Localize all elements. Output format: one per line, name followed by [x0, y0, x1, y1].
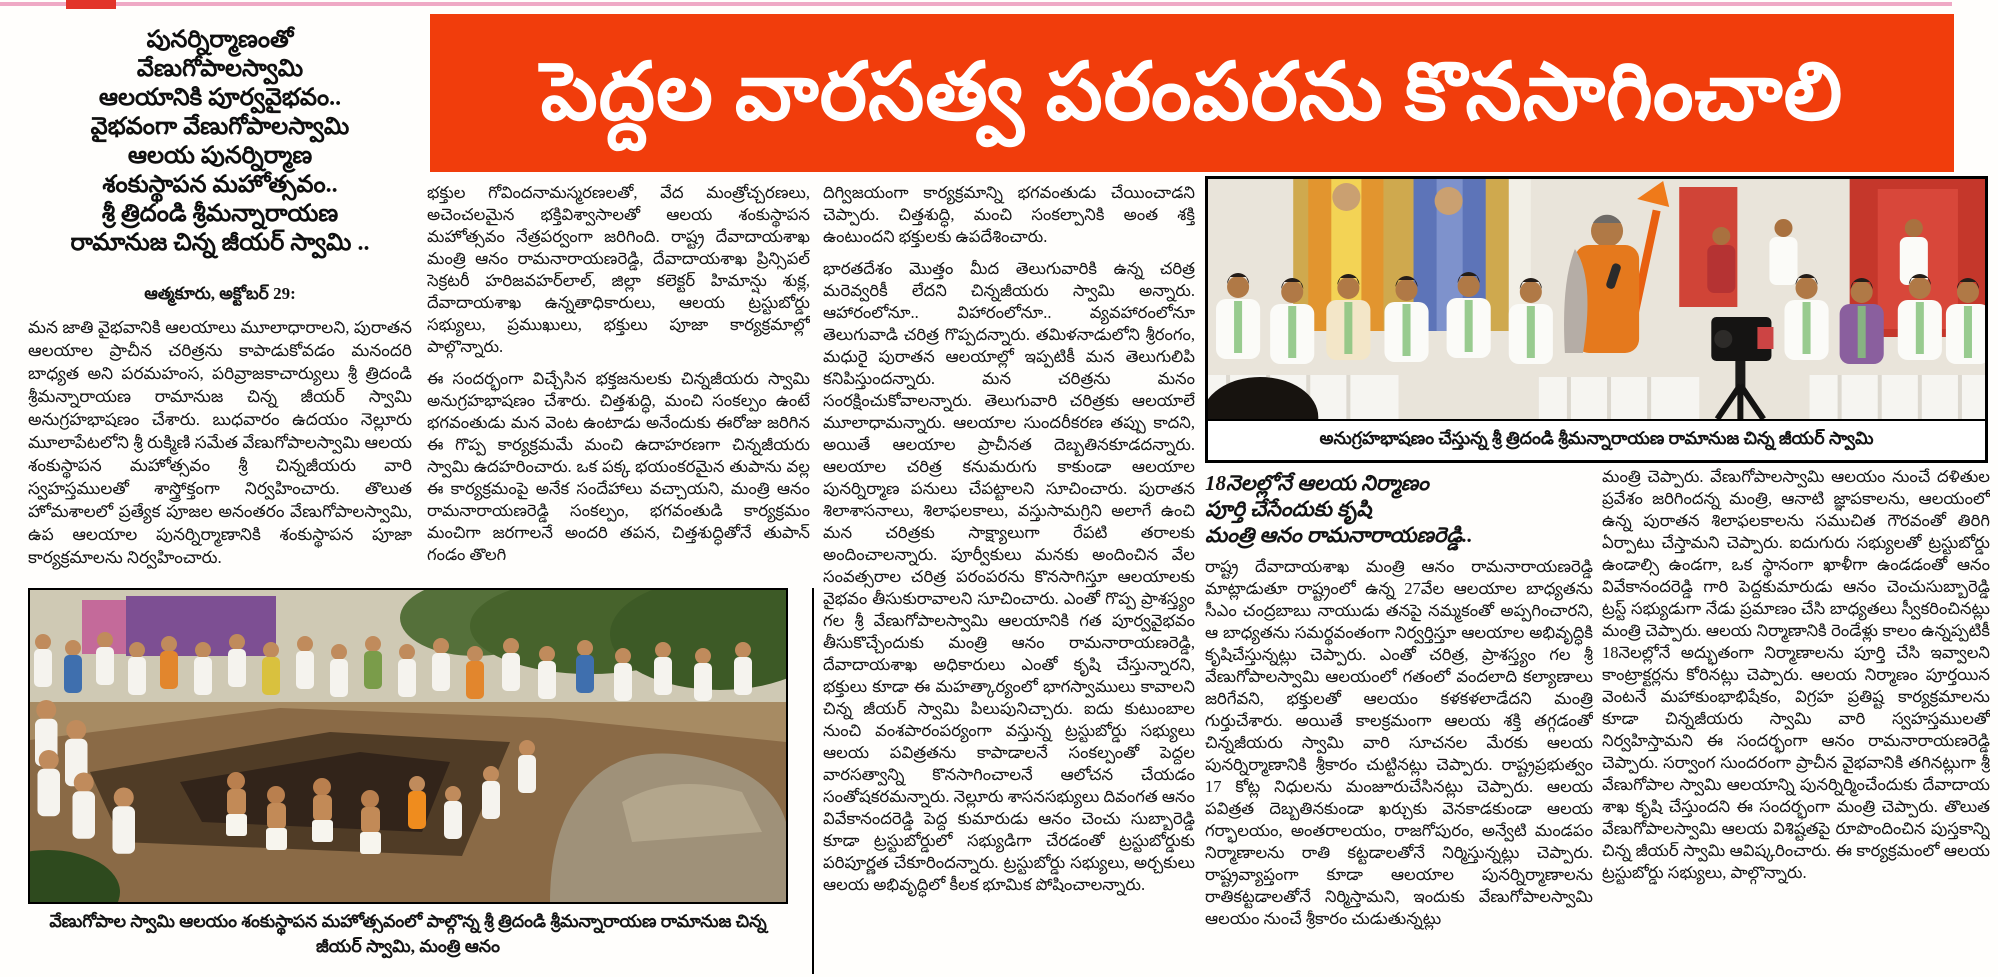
main-headline-banner	[430, 14, 1954, 172]
article-column-4	[1602, 466, 1990, 975]
subhead-line: 18నెలల్లోనే ఆలయ నిర్మాణం	[1205, 471, 1429, 495]
intro-column	[28, 26, 412, 569]
intro-headline-line: ఆలయ పునర్నిర్మాణ	[127, 143, 313, 169]
main-headline: పెద్దల వారసత్వ పరంపరను కొనసాగించాలి	[540, 49, 1844, 137]
intro-headline-line: శంకుస్థాపన మహోత్సవం..	[102, 172, 338, 198]
article-column-2	[823, 182, 1195, 974]
article-column-3	[1205, 470, 1593, 975]
paragraph: మంత్రి చెప్పారు. వేణుగోపాలస్వామి ఆలయం నుంచే దళితుల ప్రవేశం జరిగిందన్న మంత్రి, ఆనాటి జ్ఞాపకాలను, ఆలయంలో ఉన్న పురాతన శిలాఫలకాలను సముచిత గౌరవంతో తిరిగి ఏర్పాటు చేస్తామని చెప్పారు. ఐదుగురు సభ్యులతో ట్రస్టుబోర్డు ఉండాల్సి ఉండగా, ఒక స్థానంగా ఖాళీగా ఉండడంతో ఆనం వివేకానందరెడ్డి గారి పెద్దకుమారుడు ఆనం చెంచుసుబ్బారెడ్డి ట్రస్ట్ సభ్యుడుగా నేడు ప్రమాణం చేసి బాధ్యతలు స్వీకరించినట్లు మంత్రి చెప్పారు. ఆలయ నిర్మాణానికి రెండేళ్లు కాలం ఉన్నప్పటికీ 18నెలల్లోనే అద్భుతంగా నిర్మాణాలను పూర్తి చేసి ఇవ్వాలని కాంట్రాక్టర్లను కోరినట్లు చెప్పారు. ఆలయ నిర్మాణం పూర్తయిన వెంటనే మహాకుంభాభిషేకం, విగ్రహ ప్రతిష్ట కార్యక్రమాలను కూడా చిన్నజీయరు స్వామి వారి స్వహస్తములతో నిర్వహిస్తామని ఈ సందర్భంగా ఆనం రామనారాయణరెడ్డి చెప్పారు. సర్వాంగ సుందరంగా ప్రాచీన వైభవానికి తగినట్లుగా శ్రీ వేణుగోపాల స్వామి ఆలయాన్ని పునర్నిర్మించేందుకు దేవాదాయ శాఖ కృషి చేస్తుందని ఈ సందర్భంగా మంత్రి చెప్పారు. తొలుత వేణుగోపాలస్వామి ఆలయ విశిష్టతపై రూపొందించిన పుస్తకాన్ని చిన్న జీయర్ స్వామి ఆవిష్కరించారు. ఈ కార్యక్రమంలో ఆలయ ట్రస్టుబోర్డు సభ్యులు, పాల్గొన్నారు.	[1602, 467, 1990, 882]
intro-headline-line: ఆలయానికి పూర్వవైభవం..	[98, 85, 342, 111]
subhead	[1205, 470, 1593, 548]
dais-photo-figure	[1205, 176, 1988, 463]
intro-headline-line: శ్రీ త్రిదండి శ్రీమన్నారాయణ	[101, 201, 339, 227]
photo-caption: వేణుగోపాల స్వామి ఆలయం శంకుస్థాపన మహోత్సవంలో పాల్గొన్న శ్రీ త్రిదండి శ్రీమన్నారాయణ రామానుజ చిన్న జీయర్ స్వామి, మంత్రి ఆనం	[49, 911, 767, 956]
dateline: ఆత్మకూరు, అక్టోబర్ 29:	[144, 284, 296, 303]
dais-photo	[1208, 179, 1985, 419]
groundbreaking-photo-figure	[28, 588, 788, 959]
intro-headline-line: పునర్నిర్మాణంతో	[146, 27, 294, 53]
intro-body: మన జాతి వైభవానికి ఆలయాలు మూలాధారాలని, పురాతన ఆలయాల ప్రాచీన చరిత్రను కాపాడుకోవడం మనందరి బాధ్యత అని పరమహంస, పరివ్రాజకాచార్యులు శ్రీ త్రిదండి శ్రీమన్నారాయణ రామానుజ చిన్న జీయర్ స్వామి అనుగ్రహభాషణం చేశారు. బుధవారం ఉదయం నెల్లూరు మూలాపేటలోని శ్రీ రుక్మిణి సమేత వేణుగోపాలస్వామి ఆలయ శంకుస్థాపన మహోత్సవం శ్రీ చిన్నజీయరు వారి స్వహస్తములతో శాస్త్రోక్తంగా నిర్వహించారు. తొలుత హోమశాలలో ప్రత్యేక పూజల అనంతరం వేణుగోపాలస్వామి, ఉప ఆలయాల పునర్నిర్మాణానికి శంకుస్థాపన పూజా కార్యక్రమాలను నిర్వహించారు.	[28, 318, 412, 567]
subhead-line: మంత్రి ఆనం రామనారాయణరెడ్డి..	[1205, 523, 1473, 547]
paragraph: రాష్ట్ర దేవాదాయశాఖ మంత్రి ఆనం రామనారాయణరెడ్డి మాట్లాడుతూ రాష్ట్రంలో ఉన్న 27వేల ఆలయాల బాధ్యతను సీఎం చంద్రబాబు నాయుడు తనపై నమ్మకంతో అప్పగించారని, ఆ బాధ్యతను సమర్థవంతంగా నిర్వర్తిస్తూ ఆలయాల అభివృద్ధికి కృషిచేస్తున్నట్లు చెప్పారు. ఎంతో చరిత్ర, ప్రాశస్త్యం గల శ్రీ వేణుగోపాలస్వామి ఆలయంలో గతంలో వందలాది కల్యాణాలు జరిగేవని, భక్తులతో ఆలయం కళకళలాడేదని మంత్రి గుర్తుచేశారు. అయితే కాలక్రమంగా ఆలయ శక్తి తగ్గడంతో చిన్నజీయరు స్వామి వారి సూచనల మేరకు ఆలయ పునర్నిర్మాణానికి శ్రీకారం చుట్టినట్లు చెప్పారు. రాష్ట్రప్రభుత్వం 17 కోట్ల నిధులను మంజూరుచేసినట్లు చెప్పారు. ఆలయ పవిత్రత దెబ్బతినకుండా ఖర్చుకు వెనకాడకుండా ఆలయ గర్భాలయం, అంతరాలయం, రాజగోపురం, అన్వేటి మండపం నిర్మాణాలను రాతి కట్టడాలతోనే నిర్మిస్తున్నట్లు చెప్పారు. రాష్ట్రవ్యాప్తంగా కూడా ఆలయాల పునర్నిర్మాణాలను రాతికట్టడాలతోనే నిర్మిస్తామని, ఇందుకు వేణుగోపాలస్వామి ఆలయం నుంచే శ్రీకారం చుడుతున్నట్లు	[1205, 557, 1593, 928]
paragraph: దిగ్విజయంగా కార్యక్రమాన్ని భగవంతుడు చేయించాడని చెప్పారు. చిత్తశుద్ధి, మంచి సంకల్పానికి అంత శక్తి ఉంటుందని భక్తులకు ఉపదేశించారు.	[823, 183, 1195, 246]
groundbreaking-photo	[28, 588, 788, 904]
subhead-line: పూర్తి చేసేందుకు కృషి	[1205, 497, 1372, 521]
intro-headline-line: వేణుగోపాలస్వామి	[136, 56, 304, 82]
intro-headline-line: రామానుజ చిన్న జీయర్ స్వామి ..	[70, 230, 370, 256]
top-red-tab	[66, 0, 116, 9]
photo-caption: అనుగ్రహభాషణం చేస్తున్న శ్రీ త్రిదండి శ్రీమన్నారాయణ రామానుజ చిన్న జీయర్ స్వామి	[1208, 419, 1985, 460]
paragraph: ఈ సందర్భంగా విచ్చేసిన భక్తజనులకు చిన్నజీయరు స్వామి అనుగ్రహభాషణం చేశారు. చిత్తశుద్ధి, మంచి సంకల్పం ఉంటే భగవంతుడు మన వెంట ఉంటాడు అనేందుకు ఈరోజు జరిగిన ఈ గొప్ప కార్యక్రమమే మంచి ఉదాహరణగా చిన్నజీయరు స్వామి ఉదహరించారు. ఒక పక్క భయంకరమైన తుపాను వల్ల ఈ కార్యక్రమంపై అనేక సందేహాలు వచ్చాయని, మంత్రి ఆనం రామనారాయణరెడ్డి సంకల్పం, భగవంతుడి కార్యక్రమం మంచిగా జరగాలనే అందరి తపన, చిత్తశుద్ధితోనే తుపాన్ గండం తొలగి	[427, 369, 810, 564]
intro-headline	[28, 26, 412, 258]
intro-headline-line: వైభవంగా వేణుగోపాలస్వామి	[90, 114, 350, 140]
paragraph: భారతదేశం మొత్తం మీద తెలుగువారికి ఉన్న చరిత్ర మరెవ్వరికీ లేదని చిన్నజీయరు స్వామి అన్నారు. ఆహారంలోనూ.. విహారంలోనూ.. వ్యవహారంలోనూ తెలుగువాడి చరిత్ర గొప్పదన్నారు. తమిళనాడులోని శ్రీరంగం, మధురై పురాతన ఆలయాల్లో ఇప్పటికీ మన తెలుగులిపి కనిపిస్తుందన్నారు. మన చరిత్రను మనం సంరక్షించుకోవాలన్నారు. తెలుగువారి చరిత్రకు ఆలయాలే మూలాధామన్నారు. ఆలయాల సుందరీకరణ తప్పు కాదని, అయితే ఆలయాల ప్రాచీనత దెబ్బతినకూడదన్నారు. ఆలయాల చరిత్ర కనుమరుగు కాకుండా ఆలయాల పునర్నిర్మాణ పనులు చేపట్టాలని సూచించారు. పురాతన శిలాశాసనాలు, శిలాఫలకాలు, వస్తుసామగ్రిని అలాగే ఉంచి మన చరిత్రకు సాక్ష్యాలుగా రేపటి తరాలకు అందించాలన్నారు. పూర్వీకులు మనకు అందించిన వేల సంవత్సరాల చరిత్ర పరంపరను కొనసాగిస్తూ ఆలయాలకు వైభవం తీసుకురావాలని సూచించారు. ఎంతో గొప్ప ప్రాశస్త్యం గల శ్రీ వేణుగోపాలస్వామి ఆలయానికి గత పూర్వవైభవం తీసుకొచ్చేందుకు మంత్రి ఆనం రామనారాయణరెడ్డి, దేవాదాయశాఖ అధికారులు ఎంతో కృషి చేస్తున్నారని, భక్తులు కూడా ఈ మహత్కార్యంలో భాగస్వాములు కావాలని చిన్న జీయర్ స్వామి పిలుపునిచ్చారు. ఐదు కుటుంబాల నుంచి వంశపారంపర్యంగా వస్తున్న ట్రస్టుబోర్డు సభ్యులు ఆలయ పవిత్రతను కాపాడాలనే సంకల్పంతో పెద్దల వారసత్వాన్ని కొనసాగించాలనే ఆలోచన చేయడం సంతోషకరమన్నారు. నెల్లూరు శాసనసభ్యులు దివంగత ఆనం వివేకానందరెడ్డి పెద్ద కుమారుడు ఆనం చెంచు సుబ్బారెడ్డి కూడా ట్రస్టుబోర్డులో సభ్యుడిగా చేరడంతో ట్రస్టుబోర్డుకు పరిపూర్ణత చేకూరిందన్నారు. ట్రస్టుబోర్డు సభ్యులు, అర్చకులు ఆలయ అభివృద్ధిలో కీలక భూమిక పోషించాలన్నారు.	[823, 259, 1195, 894]
article-column-1	[427, 182, 810, 584]
paragraph: భక్తుల గోవిందనామస్మరణలతో, వేద మంత్రోచ్చరణలు, అచెంచలమైన భక్తివిశ్వాసాలతో ఆలయ శంకుస్థాపన మహోత్సవం నేత్రపర్వంగా జరిగింది. రాష్ట్ర దేవాదాయశాఖ మంత్రి ఆనం రామనారాయణరెడ్డి, దేవాదాయశాఖ ప్రిన్సిపల్ సెక్రటరీ హరిజవహర్‌లాల్, జిల్లా కలెక్టర్ హిమాన్షు శుక్ల, దేవాదాయశాఖ ఉన్నతాధికారులు, ఆలయ ట్రస్టుబోర్డు సభ్యులు, ప్రముఖులు, భక్తులు పూజా కార్యక్రమాల్లో పాల్గొన్నారు.	[427, 183, 810, 356]
column-divider-rule	[812, 588, 814, 974]
top-pink-rule	[0, 2, 1952, 6]
